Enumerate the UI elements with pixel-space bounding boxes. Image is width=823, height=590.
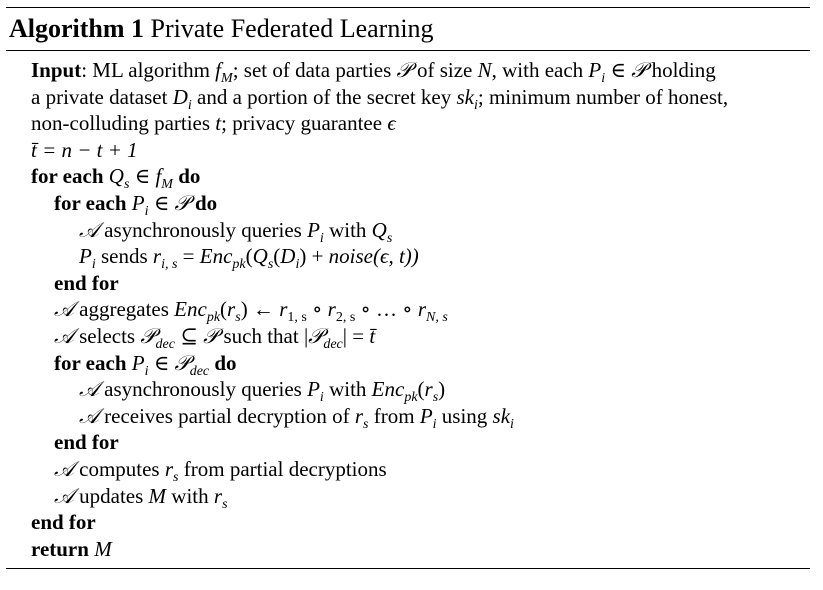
math: D xyxy=(172,84,188,109)
keyword: end for xyxy=(54,430,119,455)
math: f xyxy=(215,58,222,82)
subscript: 2, s xyxy=(335,310,356,326)
math: | = xyxy=(342,323,370,348)
algorithm-line-12 xyxy=(6,350,810,377)
algorithm-line-16 xyxy=(6,456,810,483)
math: r xyxy=(424,377,433,402)
math: ) xyxy=(438,377,446,402)
text: sends xyxy=(95,244,153,269)
math: D xyxy=(280,244,296,269)
algorithm-line-2 xyxy=(6,84,810,111)
math: t̄ = n − t + 1 xyxy=(31,137,138,162)
math: 𝒜 xyxy=(54,456,74,481)
math: ( xyxy=(220,297,228,322)
math: 𝒜 xyxy=(54,483,74,508)
math: f xyxy=(155,164,162,189)
algorithm-line-10 xyxy=(6,296,810,326)
math: ∈ xyxy=(148,190,175,215)
math: 𝒜 xyxy=(79,217,99,242)
algorithm-line-17 xyxy=(6,483,810,510)
algorithm-title: Private Federated Learning xyxy=(150,14,434,43)
math: noise xyxy=(328,244,373,269)
text: from partial decryptions xyxy=(178,456,387,481)
math: ∈ xyxy=(129,164,156,189)
math: 𝒫 xyxy=(308,323,324,348)
keyword: for each xyxy=(31,164,109,189)
keyword: end for xyxy=(31,510,96,535)
keyword: do xyxy=(172,164,201,189)
algorithm-line-9 xyxy=(6,270,810,297)
math: 𝒫 xyxy=(396,58,412,82)
subscript: i xyxy=(144,363,149,379)
algorithm-line-13 xyxy=(6,376,810,406)
algorithm-line-5 xyxy=(6,163,810,193)
subscript: i xyxy=(510,416,514,432)
keyword: for each xyxy=(54,350,132,375)
math: t xyxy=(215,111,222,136)
subscript: i xyxy=(295,257,300,273)
subscript: dec xyxy=(323,336,343,352)
math: r xyxy=(279,297,288,322)
text: updates xyxy=(73,483,149,508)
math: ( xyxy=(273,244,281,269)
math: Enc xyxy=(174,297,207,322)
math: Q xyxy=(252,244,268,269)
math: 𝒜 xyxy=(54,297,74,322)
math: ⊆ xyxy=(174,323,204,348)
subscript: i xyxy=(144,203,149,219)
algorithm-line-4 xyxy=(6,137,810,164)
math: ∈ xyxy=(605,58,632,82)
math: sk xyxy=(492,403,511,428)
text: a private dataset xyxy=(31,84,173,109)
algorithm-line-3 xyxy=(6,110,810,137)
math: P xyxy=(131,190,145,215)
subscript: i xyxy=(601,71,606,86)
algorithm-line-15 xyxy=(6,429,810,456)
text: aggregates xyxy=(73,297,175,322)
math: ∈ xyxy=(148,350,175,375)
math: P xyxy=(307,217,320,242)
math: r xyxy=(227,297,236,322)
algorithm-label: Algorithm 1 xyxy=(9,14,145,43)
math: ) ← xyxy=(240,297,280,322)
keyword: for each xyxy=(54,190,132,215)
math: r xyxy=(213,483,223,508)
algorithm-line-7 xyxy=(6,217,810,244)
math: ( xyxy=(417,377,425,402)
subscript: pk xyxy=(404,390,418,406)
math: P xyxy=(131,350,145,375)
math: ) + xyxy=(299,244,329,269)
algorithm-line-14 xyxy=(6,403,810,430)
text: ; minimum number of honest, xyxy=(477,84,729,109)
algorithm-block xyxy=(6,7,810,569)
math: 𝒫 xyxy=(631,58,647,82)
text: such that | xyxy=(218,323,309,348)
algorithm-body xyxy=(6,51,810,568)
text: asynchronously queries xyxy=(98,217,308,242)
math: ∘ … ∘ xyxy=(355,297,418,322)
subscript: s xyxy=(363,416,369,432)
math: Enc xyxy=(199,244,233,269)
subscript: i xyxy=(91,257,96,273)
algorithm-line-1 xyxy=(6,57,810,84)
subscript: M xyxy=(161,177,173,193)
subscript: i xyxy=(319,230,324,246)
subscript: s xyxy=(222,496,228,512)
text: of size xyxy=(411,58,478,82)
subscript: s xyxy=(123,177,130,193)
subscript: i xyxy=(432,416,437,432)
algorithm-line-18 xyxy=(6,509,810,536)
math: 𝒫 xyxy=(203,323,219,348)
text: with xyxy=(166,483,214,508)
math: P xyxy=(307,377,320,402)
math: 𝒫 xyxy=(174,350,190,375)
text: ; set of data parties xyxy=(232,58,397,82)
math: r xyxy=(164,456,174,481)
algorithm-caption xyxy=(6,8,810,50)
math: (ϵ, t)) xyxy=(373,244,419,269)
text: receives partial decryption of xyxy=(98,403,355,428)
keyword: return xyxy=(31,536,89,561)
subscript: s xyxy=(267,257,274,273)
text: and a portion of the secret key xyxy=(191,84,457,109)
math: P xyxy=(79,244,92,269)
math: M xyxy=(148,483,167,508)
math: 𝒜 xyxy=(79,403,99,428)
algorithm-line-19 xyxy=(6,536,810,563)
math: 𝒫 xyxy=(140,323,156,348)
subscript: N, s xyxy=(426,310,448,326)
keyword: end for xyxy=(54,270,119,295)
subscript: pk xyxy=(232,257,246,273)
math: Q xyxy=(108,164,124,189)
math: M xyxy=(94,536,112,561)
subscript: dec xyxy=(155,336,175,352)
text: using xyxy=(436,403,493,428)
keyword: do xyxy=(209,350,237,375)
text: non-colluding parties xyxy=(31,111,216,136)
text: holding xyxy=(646,58,716,82)
math: r xyxy=(152,244,162,269)
math: r xyxy=(417,297,427,322)
subscript: M xyxy=(221,71,233,86)
math: r xyxy=(354,403,364,428)
text: : ML algorithm xyxy=(81,58,216,82)
text: computes xyxy=(73,456,165,481)
text: ; privacy guarantee xyxy=(221,111,388,136)
keyword: do xyxy=(189,190,218,215)
text: from xyxy=(368,403,420,428)
subscript: dec xyxy=(189,363,210,379)
input-keyword: Input xyxy=(31,58,82,82)
subscript: 1, s xyxy=(287,310,307,326)
math: ∘ xyxy=(306,297,328,322)
math: sk xyxy=(456,84,474,109)
math: 𝒜 xyxy=(54,323,74,348)
subscript: i xyxy=(319,390,324,406)
math: ( xyxy=(245,244,253,269)
subscript: s xyxy=(235,310,241,326)
algorithm-line-8 xyxy=(6,243,810,273)
text: asynchronously queries xyxy=(98,377,308,402)
subscript: i xyxy=(187,97,192,113)
text: selects xyxy=(73,323,141,348)
subscript: s xyxy=(432,390,439,406)
math: Q xyxy=(371,217,387,242)
subscript: i, s xyxy=(161,257,178,273)
text: with xyxy=(323,377,372,402)
math: N xyxy=(477,58,492,82)
subscript: i xyxy=(474,97,478,113)
math: Enc xyxy=(371,377,405,402)
subscript: s xyxy=(173,469,179,485)
math: r xyxy=(327,297,336,322)
math: P xyxy=(419,403,433,428)
algorithm-line-6 xyxy=(6,190,810,217)
math: t̄ xyxy=(369,323,376,348)
text: , with each xyxy=(491,58,589,82)
math: 𝒫 xyxy=(174,190,190,215)
subscript: pk xyxy=(206,310,221,326)
math: ϵ xyxy=(387,111,396,136)
bottom-rule xyxy=(6,568,810,569)
subscript: s xyxy=(386,230,393,246)
math: = xyxy=(177,244,200,269)
math: 𝒜 xyxy=(79,377,99,402)
text: with xyxy=(323,217,372,242)
algorithm-line-11 xyxy=(6,323,810,350)
math: P xyxy=(588,58,602,82)
